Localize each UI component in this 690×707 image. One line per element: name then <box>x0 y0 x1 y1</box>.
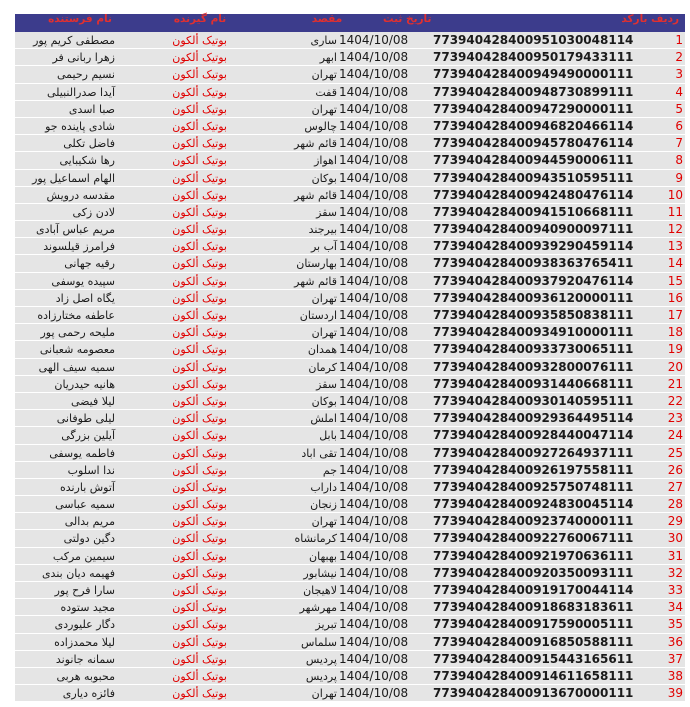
city-cell: کرمان <box>308 360 337 374</box>
header-org-label: نام گیرنده <box>173 13 227 25</box>
row-number: 13 <box>667 239 683 254</box>
date-cell: 1404/10/08 <box>339 33 409 47</box>
table-row <box>15 634 685 651</box>
row-number: 2 <box>675 50 683 65</box>
org-cell: بوتیک ألکون <box>172 498 227 512</box>
table-row <box>15 530 685 547</box>
table-row <box>15 376 685 393</box>
org-cell: بوتیک ألکون <box>172 687 227 701</box>
name-cell: آیلین بزرگی <box>61 429 115 443</box>
table-row <box>15 170 685 187</box>
name-cell: سمیه سیف الهی <box>38 360 115 374</box>
name-cell: مریم عباس آبادی <box>36 223 115 237</box>
date-cell: 1404/10/08 <box>339 256 409 271</box>
table-row <box>15 410 685 427</box>
name-cell: معصومه شعبانی <box>39 343 115 357</box>
date-cell: 1404/10/08 <box>339 686 409 701</box>
row-number: 32 <box>667 565 683 580</box>
table-row <box>15 341 685 358</box>
table-row <box>15 135 685 152</box>
name-cell: سارا فرح پور <box>54 584 115 597</box>
row-number: 39 <box>667 686 683 701</box>
date-cell: 1404/10/08 <box>339 411 409 426</box>
row-number: 9 <box>675 170 683 185</box>
date-cell: 1404/10/08 <box>339 101 409 116</box>
org-cell: بوتیک ألکون <box>172 68 227 82</box>
barcode-cell: 773940428400949490000111 <box>433 67 634 82</box>
date-cell: 1404/10/08 <box>339 325 409 340</box>
org-cell: بوتیک ألکون <box>172 394 227 408</box>
date-cell: 1404/10/08 <box>339 583 409 597</box>
row-number: 26 <box>667 462 683 477</box>
date-cell: 1404/10/08 <box>339 359 409 374</box>
name-cell: دگین دولتی <box>63 532 115 546</box>
date-cell: 1404/10/08 <box>339 118 409 133</box>
barcode-cell: 773940428400933730065111 <box>433 342 634 357</box>
name-cell: لیلا فیضی <box>70 394 115 408</box>
barcode-cell: 773940428400931440668111 <box>433 376 634 391</box>
name-cell: مصطفی کریم پور <box>33 34 115 47</box>
org-cell: بوتیک ألکون <box>172 532 227 546</box>
name-cell: فرامرز قیلسوند <box>43 240 115 254</box>
name-cell: ندا اسلوب <box>67 463 115 477</box>
table-row <box>15 462 685 479</box>
city-cell: بهارستان <box>296 257 337 271</box>
row-number: 31 <box>667 548 683 563</box>
date-cell: 1404/10/08 <box>339 462 409 477</box>
date-cell: 1404/10/08 <box>339 617 409 632</box>
header-date-label: تاریخ ثبت <box>383 13 432 25</box>
org-cell: بوتیک ألکون <box>172 618 227 632</box>
barcode-cell: 773940428400924830045114 <box>433 497 634 512</box>
date-cell: 1404/10/08 <box>339 273 409 288</box>
date-cell: 1404/10/08 <box>339 479 409 494</box>
barcode-cell: 773940428400947290000111 <box>433 101 634 116</box>
date-cell: 1404/10/08 <box>339 170 409 185</box>
name-cell: آیدا صدرالنبیلی <box>46 85 115 99</box>
name-cell: سپیده یوسفی <box>51 274 115 288</box>
row-number: 37 <box>667 651 683 666</box>
city-cell: پردیس <box>305 669 337 683</box>
city-cell: اردستان <box>299 309 337 322</box>
table-row <box>15 393 685 410</box>
city-cell: تبریز <box>315 618 337 632</box>
org-cell: بوتیک ألکون <box>172 566 227 580</box>
city-cell: بابل <box>319 429 337 443</box>
row-number: 14 <box>667 256 683 271</box>
city-cell: جم <box>322 463 337 477</box>
city-cell: املش <box>310 412 337 426</box>
row-number: 15 <box>667 273 683 288</box>
city-cell: تهران <box>311 68 337 82</box>
org-cell: بوتیک ألکون <box>172 669 227 683</box>
org-cell: بوتیک ألکون <box>172 154 227 168</box>
city-cell: بیرجند <box>308 223 337 237</box>
row-number: 29 <box>667 514 683 529</box>
name-cell: دگار علیوردی <box>54 618 115 632</box>
city-cell: بوکان <box>311 171 337 185</box>
table-row <box>15 496 685 513</box>
name-cell: مریم بدالی <box>64 515 115 529</box>
city-cell: تهران <box>311 326 337 340</box>
date-cell: 1404/10/08 <box>339 565 409 580</box>
org-cell: بوتیک ألکون <box>172 85 227 99</box>
name-cell: شادی پاینده جو <box>45 119 115 133</box>
row-number: 6 <box>675 118 683 133</box>
table-row <box>15 668 685 685</box>
row-number: 18 <box>667 325 683 340</box>
city-cell: ابهر <box>319 51 337 65</box>
city-cell: قفت <box>315 85 337 99</box>
table-row <box>15 427 685 444</box>
date-cell: 1404/10/08 <box>339 153 409 168</box>
org-cell: بوتیک ألکون <box>172 257 227 271</box>
barcode-cell: 773940428400940900097111 <box>433 222 634 237</box>
org-cell: بوتیک ألکون <box>172 240 227 254</box>
date-cell: 1404/10/08 <box>339 290 409 305</box>
barcode-cell: 773940428400941510668111 <box>433 204 634 219</box>
barcode-cell: 773940428400922760067111 <box>433 531 634 546</box>
row-number: 23 <box>667 411 683 426</box>
header-city-label: مقصد <box>311 13 343 25</box>
org-cell: بوتیک ألکون <box>172 652 227 666</box>
table-row <box>15 273 685 290</box>
table-row <box>15 479 685 496</box>
table-row <box>15 599 685 616</box>
name-cell: مجید ستوده <box>60 601 115 615</box>
city-cell: بهبهان <box>309 549 337 563</box>
city-cell: کرمانشاه <box>294 532 337 546</box>
name-cell: لیلی طوفانی <box>56 412 115 426</box>
city-cell: ساری <box>310 34 337 47</box>
name-cell: فهیمه دیان بندی <box>41 566 115 580</box>
barcode-cell: 773940428400916850588111 <box>433 634 634 649</box>
org-cell: بوتیک ألکون <box>172 360 227 374</box>
date-cell: 1404/10/08 <box>339 497 409 512</box>
date-cell: 1404/10/08 <box>339 445 409 460</box>
date-cell: 1404/10/08 <box>339 50 409 65</box>
org-cell: بوتیک ألکون <box>172 480 227 494</box>
table-row <box>15 445 685 462</box>
org-cell: بوتیک ألکون <box>172 102 227 116</box>
row-number: 7 <box>675 136 683 151</box>
city-cell: قائم شهر <box>294 137 337 151</box>
name-cell: فائزه دیاری <box>62 687 115 701</box>
city-cell: اهواز <box>314 154 337 168</box>
org-cell: بوتیک ألکون <box>172 326 227 340</box>
barcode-cell: 773940428400948730899111 <box>433 84 634 99</box>
table-row <box>15 32 685 49</box>
barcode-cell: 773940428400928440047114 <box>433 428 634 443</box>
city-cell: همدان <box>307 343 337 357</box>
date-cell: 1404/10/08 <box>339 239 409 254</box>
date-cell: 1404/10/08 <box>339 204 409 219</box>
date-cell: 1404/10/08 <box>339 136 409 151</box>
org-cell: بوتیک ألکون <box>172 463 227 477</box>
barcode-cell: 773940428400945780476114 <box>433 136 634 151</box>
org-cell: بوتیک ألکون <box>172 601 227 615</box>
org-cell: بوتیک ألکون <box>172 205 227 219</box>
barcode-cell: 773940428400942480476114 <box>433 187 634 202</box>
name-cell: فاضل تکلی <box>63 137 115 151</box>
name-cell: محبوبه هربی <box>56 669 115 683</box>
name-cell: لیلا محمدزاده <box>54 635 115 649</box>
name-cell: سیمین مرکب <box>52 549 115 563</box>
row-number: 5 <box>675 101 683 116</box>
city-cell: آب بر <box>310 240 337 254</box>
row-number: 34 <box>667 600 683 615</box>
barcode-cell: 773940428400937920476114 <box>433 273 634 288</box>
barcode-cell: 773940428400950179433111 <box>433 50 634 65</box>
name-cell: رقیه جهانی <box>64 257 115 271</box>
org-cell: بوتیک ألکون <box>172 309 227 322</box>
org-cell: بوتیک ألکون <box>172 274 227 288</box>
city-cell: نیشابور <box>303 566 337 580</box>
name-cell: یگاه اصل زاد <box>55 291 115 305</box>
barcode-cell: 773940428400921970636111 <box>433 548 634 563</box>
date-cell: 1404/10/08 <box>339 84 409 99</box>
barcode-cell: 773940428400923740000111 <box>433 514 634 529</box>
org-cell: بوتیک ألکون <box>172 119 227 133</box>
row-number: 27 <box>667 479 683 494</box>
table-row <box>15 152 685 169</box>
date-cell: 1404/10/08 <box>339 668 409 683</box>
shipments-table <box>15 14 685 702</box>
name-cell: صبا اسدی <box>68 102 115 116</box>
row-number: 12 <box>667 222 683 237</box>
org-cell: بوتیک ألکون <box>172 515 227 529</box>
org-cell: بوتیک ألکون <box>172 635 227 649</box>
barcode-cell: 773940428400938363765411 <box>433 256 634 271</box>
name-cell: آتوش بارنده <box>59 480 115 494</box>
name-cell: رها شکیبایی <box>59 154 115 168</box>
org-cell: بوتیک ألکون <box>172 223 227 237</box>
row-number: 10 <box>667 187 683 202</box>
org-cell: بوتیک ألکون <box>172 137 227 151</box>
table-row <box>15 187 685 204</box>
row-number: 3 <box>675 67 683 82</box>
row-number: 19 <box>667 342 683 357</box>
org-cell: بوتیک ألکون <box>172 549 227 563</box>
row-number: 17 <box>667 308 683 322</box>
date-cell: 1404/10/08 <box>339 393 409 408</box>
org-cell: بوتیک ألکون <box>172 51 227 65</box>
barcode-cell: 773940428400943510595111 <box>433 170 634 185</box>
barcode-cell: 773940428400936120000111 <box>433 290 634 305</box>
city-cell: لاهیجان <box>303 584 337 597</box>
org-cell: بوتیک ألکون <box>172 34 227 47</box>
table-row <box>15 49 685 66</box>
barcode-cell: 773940428400929364495114 <box>433 411 634 426</box>
table-row <box>15 513 685 530</box>
org-cell: بوتیک ألکون <box>172 446 227 460</box>
city-cell: تهران <box>311 687 337 701</box>
name-cell: مقدسه درویش <box>46 188 115 202</box>
table-row <box>15 238 685 255</box>
row-number: 1 <box>675 33 683 47</box>
org-cell: بوتیک ألکون <box>172 343 227 357</box>
org-cell: بوتیک ألکون <box>172 291 227 305</box>
date-cell: 1404/10/08 <box>339 428 409 443</box>
name-cell: لادن زکی <box>72 205 115 219</box>
barcode-cell: 773940428400913670000111 <box>433 686 634 701</box>
barcode-cell: 773940428400919170044114 <box>433 583 634 597</box>
row-number: 28 <box>667 497 683 512</box>
date-cell: 1404/10/08 <box>339 187 409 202</box>
table-row <box>15 651 685 668</box>
barcode-cell: 773940428400951030048114 <box>433 33 634 47</box>
table-row <box>15 307 685 324</box>
row-number: 20 <box>667 359 683 374</box>
barcode-cell: 773940428400925750748111 <box>433 479 634 494</box>
org-cell: بوتیک ألکون <box>172 412 227 426</box>
barcode-cell: 773940428400930140595111 <box>433 393 634 408</box>
row-number: 24 <box>667 428 683 443</box>
city-cell: تقی اباد <box>301 446 337 460</box>
date-cell: 1404/10/08 <box>339 308 409 322</box>
barcode-cell: 773940428400935850838111 <box>433 308 634 322</box>
table-header <box>15 14 685 32</box>
table-row <box>15 548 685 565</box>
table-row <box>15 565 685 582</box>
table-body <box>15 32 685 702</box>
row-number: 8 <box>675 153 683 168</box>
barcode-cell: 773940428400939290459114 <box>433 239 634 254</box>
date-cell: 1404/10/08 <box>339 634 409 649</box>
city-cell: پردیس <box>305 652 337 666</box>
barcode-cell: 773940428400927264937111 <box>433 445 634 460</box>
barcode-cell: 773940428400944590006111 <box>433 153 634 168</box>
table-row <box>15 101 685 118</box>
date-cell: 1404/10/08 <box>339 651 409 666</box>
city-cell: بوکان <box>311 394 337 408</box>
name-cell: هانیه حیدریان <box>54 377 115 391</box>
table-row <box>15 66 685 83</box>
date-cell: 1404/10/08 <box>339 548 409 563</box>
city-cell: تهران <box>311 291 337 305</box>
city-cell: مهرشهر <box>299 601 337 615</box>
table-row <box>15 616 685 633</box>
barcode-cell: 773940428400934910000111 <box>433 325 634 340</box>
name-cell: ملیحه رحمی پور <box>40 326 115 340</box>
row-number: 38 <box>667 668 683 683</box>
table-row <box>15 255 685 272</box>
row-number: 21 <box>667 376 683 391</box>
city-cell: چالوس <box>304 119 337 133</box>
name-cell: الهام اسماعیل پور <box>32 171 115 185</box>
city-cell: تهران <box>311 515 337 529</box>
table-row <box>15 582 685 599</box>
barcode-cell: 773940428400946820466114 <box>433 118 634 133</box>
table-row <box>15 359 685 376</box>
row-number: 36 <box>667 634 683 649</box>
header-row-label: ردیف بارکد <box>621 13 679 25</box>
table-row <box>15 204 685 221</box>
name-cell: نسیم رحیمی <box>57 68 115 82</box>
org-cell: بوتیک ألکون <box>172 584 227 597</box>
barcode-cell: 773940428400914611658111 <box>433 668 634 683</box>
city-cell: داراب <box>310 480 337 494</box>
name-cell: عاطفه مختارزاده <box>37 309 115 322</box>
date-cell: 1404/10/08 <box>339 531 409 546</box>
date-cell: 1404/10/08 <box>339 67 409 82</box>
row-number: 35 <box>667 617 683 632</box>
city-cell: سلماس <box>301 635 337 649</box>
row-number: 30 <box>667 531 683 546</box>
row-number: 25 <box>667 445 683 460</box>
row-number: 16 <box>667 290 683 305</box>
date-cell: 1404/10/08 <box>339 600 409 615</box>
name-cell: زهرا ربانی فر <box>52 51 115 65</box>
table-row <box>15 118 685 135</box>
date-cell: 1404/10/08 <box>339 222 409 237</box>
row-number: 11 <box>667 204 683 219</box>
barcode-cell: 773940428400918683183611 <box>433 600 634 615</box>
date-cell: 1404/10/08 <box>339 376 409 391</box>
city-cell: تهران <box>311 102 337 116</box>
org-cell: بوتیک ألکون <box>172 377 227 391</box>
table-row <box>15 221 685 238</box>
table-row <box>15 685 685 702</box>
city-cell: قائم شهر <box>294 274 337 288</box>
city-cell: زنجان <box>310 498 337 512</box>
row-number: 33 <box>667 583 683 597</box>
name-cell: سمیه عباسی <box>55 498 115 512</box>
header-name-label: نام فرستنده <box>48 13 112 25</box>
name-cell: سمانه جانوند <box>55 652 115 666</box>
barcode-cell: 773940428400926197558111 <box>433 462 634 477</box>
barcode-cell: 773940428400920350093111 <box>433 565 634 580</box>
city-cell: سقز <box>316 205 337 219</box>
date-cell: 1404/10/08 <box>339 514 409 529</box>
date-cell: 1404/10/08 <box>339 342 409 357</box>
row-number: 4 <box>675 84 683 99</box>
barcode-cell: 773940428400917590005111 <box>433 617 634 632</box>
org-cell: بوتیک ألکون <box>172 171 227 185</box>
row-number: 22 <box>667 393 683 408</box>
table-row <box>15 84 685 101</box>
table-row <box>15 290 685 307</box>
barcode-cell: 773940428400915443165611 <box>433 651 634 666</box>
table-row <box>15 324 685 341</box>
org-cell: بوتیک ألکون <box>172 429 227 443</box>
name-cell: فاطمه یوسفی <box>49 446 115 460</box>
org-cell: بوتیک ألکون <box>172 188 227 202</box>
city-cell: سقز <box>316 377 337 391</box>
city-cell: قائم شهر <box>294 188 337 202</box>
barcode-cell: 773940428400932800076111 <box>433 359 634 374</box>
